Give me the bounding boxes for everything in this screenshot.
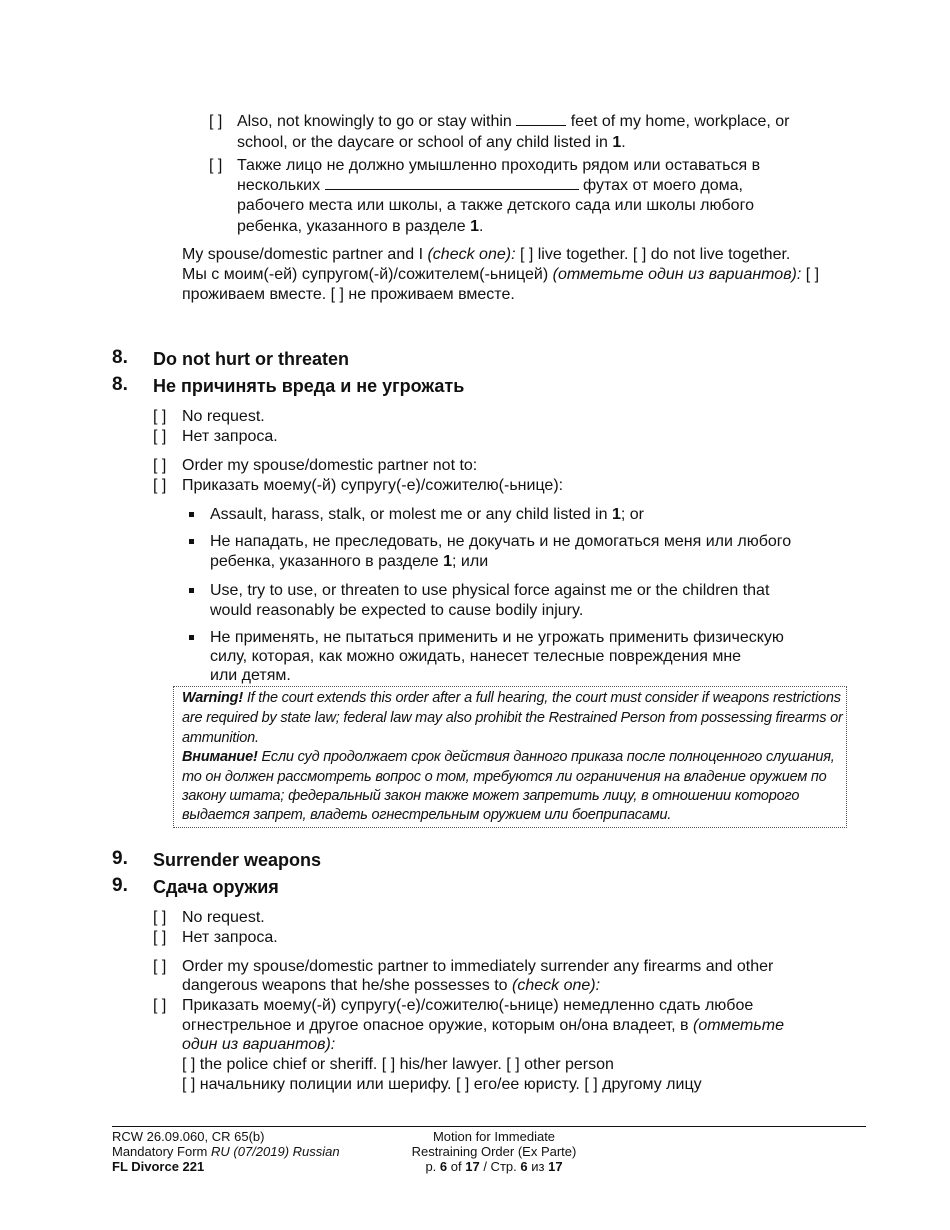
s8-b2-en-line1: Use, try to use, or threaten to use physical force against me or the children that (210, 582, 770, 599)
warning-ru-line1-text: Если суд продолжает срок действия данного приказа после полноценного слушания, (261, 749, 835, 765)
s8-no-request-en: No request. (182, 408, 265, 425)
warning-ru-line2: то он должен рассмотреть вопрос о том, требуются ли ограничения на владение оружием по (182, 769, 827, 785)
stay-away-ru-line3: рабочего места или школы, а также детского сада или школы любого (237, 197, 754, 214)
footer-page-number (374, 1159, 614, 1174)
stay-away-ru-end: . (479, 218, 484, 235)
s9-no-request-ru-checkbox[interactable]: [ ] (153, 929, 167, 946)
stay-away-ru-line2 (237, 176, 743, 196)
warning-ru-line3: закону штата; федеральный закон также может запретить лицу, в отношении которого (182, 788, 800, 804)
footer-title-line1: Motion for Immediate (432, 1129, 556, 1144)
s9-order-en-line2b: (check one): (512, 977, 601, 994)
stay-away-en-line1 (237, 112, 789, 132)
stay-away-ru-line4-text: ребенка, указанного в разделе (237, 218, 466, 235)
page-iz: из (531, 1159, 545, 1174)
living-en-options[interactable]: [ ] live together. [ ] do not live together. (519, 246, 791, 263)
stay-away-en-line1b: feet of my home, workplace, or (570, 113, 790, 130)
warning-ru-line1 (182, 748, 835, 768)
stay-away-en-end: . (621, 134, 626, 151)
page-total: 17 (465, 1159, 480, 1174)
section-8-title-ru: Не причинять вреда и не угрожать (153, 376, 465, 396)
bullet-4 (189, 635, 194, 640)
feet-blank-field[interactable] (516, 125, 566, 126)
s8-b1-ru-line1: Не нападать, не преследовать, не докучать и не домогаться меня или любого (210, 533, 792, 550)
footer-title-line2: Restraining Order (Ex Parte) (411, 1144, 577, 1159)
section-9-title-en: Surrender weapons (153, 850, 322, 870)
stay-away-en-checkbox[interactable]: [ ] (209, 113, 223, 130)
s8-order-checkbox[interactable]: [ ] (153, 457, 167, 474)
s9-order-ru-line2 (182, 1016, 784, 1036)
s9-no-request-ru: Нет запроса. (182, 929, 278, 946)
warning-en-label: Warning! (182, 690, 243, 706)
s9-order-checkbox[interactable]: [ ] (153, 958, 167, 975)
s9-order-ru-line2a: огнестрельное и другое опасное оружие, которым он/она владеет, в (182, 1017, 689, 1034)
section-9-number-ru: 9. (112, 875, 128, 896)
s9-order-ru-line3: один из вариантов): (182, 1036, 336, 1053)
s9-order-en-line2a: dangerous weapons that he/she possesses to (182, 977, 508, 994)
s8-no-request-ru-checkbox[interactable]: [ ] (153, 428, 167, 445)
page-p: p. (425, 1159, 437, 1174)
section-ref-ru: 1 (470, 218, 480, 235)
stay-away-ru-line2b: футах от моего дома, (582, 177, 743, 194)
s8-b2-ru-line1: Не применять, не пытаться применить и не угрожать применить физическую (210, 629, 784, 646)
warning-en-line3: ammunition. (182, 730, 259, 746)
stay-away-ru-checkbox[interactable]: [ ] (209, 157, 223, 174)
bullet-1 (189, 512, 194, 517)
stay-away-en-line2-text: school, or the daycare or school of any child listed in (237, 134, 608, 151)
s9-order-ru-line1: Приказать моему(-й) супругу(-е)/сожителю(-ьнице) немедленно сдать любое (182, 997, 754, 1014)
s9-no-request-en: No request. (182, 909, 265, 926)
s8-b2-ru-line2: силу, которая, как можно ожидать, нанесет телесные повреждения мне (210, 648, 742, 665)
s9-order-en-line2 (182, 976, 600, 996)
warning-ru-label: Внимание! (182, 749, 258, 765)
section-8-number: 8. (112, 347, 128, 368)
footer-left-line2a: Mandatory Form (112, 1144, 208, 1159)
living-ru-line1 (182, 265, 819, 285)
s8-b2-en-line2: would reasonably be expected to cause bodily injury. (210, 602, 584, 619)
s8-no-request-ru: Нет запроса. (182, 428, 278, 445)
s9-order-ru-checkbox[interactable]: [ ] (153, 997, 167, 1014)
warning-ru-line4: выдается запрет, владеть огнестрельным оружием или боеприпасами. (182, 807, 672, 823)
section-8-title-en: Do not hurt or threaten (153, 349, 349, 369)
s8-b2-ru-line3: или детям. (210, 667, 291, 684)
footer-left-line2b: RU (07/2019) Russian (211, 1144, 340, 1159)
page-of: of (450, 1159, 462, 1174)
page-num: 6 (439, 1159, 448, 1174)
page-num-ru: 6 (520, 1159, 528, 1174)
section-9-number: 9. (112, 848, 128, 869)
s8-order-ru: Приказать моему(-й) супругу(-е)/сожителю(-ьнице): (182, 477, 564, 494)
s9-order-en-line1: Order my spouse/domestic partner to immediately surrender any firearms and other (182, 958, 774, 975)
s8-b1-en-b: ; or (620, 506, 644, 523)
living-en-b: (check one): (427, 246, 516, 263)
living-ru-b: (отметьте один из вариантов): (552, 266, 802, 283)
page-sep: / Стр. (483, 1159, 517, 1174)
footer-left-line2 (112, 1144, 340, 1159)
s8-b1-en-ref: 1 (611, 506, 621, 523)
living-ru-checkbox[interactable]: [ ] (805, 266, 820, 283)
stay-away-ru-line1: Также лицо не должно умышленно проходить рядом или оставаться в (237, 157, 761, 174)
footer-left-line1: RCW 26.09.060, CR 65(b) (112, 1129, 265, 1144)
s8-b1-ru-line2b: ; или (452, 553, 489, 570)
living-ru-a: Мы с моим(-ей) супругом(-й)/сожителем(-ьницей) (182, 266, 549, 283)
stay-away-en-line2 (237, 133, 626, 153)
stay-away-en-line1a: Also, not knowingly to go or stay within (237, 113, 512, 130)
stay-away-ru-line4 (237, 217, 483, 237)
s8-b1-ru-line2a: ребенка, указанного в разделе (210, 553, 439, 570)
s9-order-ru-line2b: (отметьте (692, 1017, 785, 1034)
warning-en-line1 (182, 689, 841, 709)
living-ru-line2[interactable]: проживаем вместе. [ ] не проживаем вместе. (182, 286, 515, 303)
s8-order-ru-checkbox[interactable]: [ ] (153, 477, 167, 494)
stay-away-ru-line2a: нескольких (237, 177, 321, 194)
footer-rule (112, 1126, 866, 1127)
section-8-number-ru: 8. (112, 374, 128, 395)
living-en-line (182, 245, 790, 265)
bullet-3 (189, 588, 194, 593)
s8-b1-en (210, 505, 644, 525)
s8-b1-en-a: Assault, harass, stalk, or molest me or any child listed in (210, 506, 608, 523)
s9-options-en[interactable]: [ ] the police chief or sheriff. [ ] his/her lawyer. [ ] other person (182, 1056, 614, 1073)
bullet-2 (189, 539, 194, 544)
warning-en-line2: are required by state law; federal law may also prohibit the Restrained Person from possessing firearms or (182, 710, 843, 726)
s8-no-request-checkbox[interactable]: [ ] (153, 408, 167, 425)
warning-en-line1-text: If the court extends this order after a full hearing, the court must consider if weapons restrictions (246, 690, 841, 706)
section-9-title-ru: Сдача оружия (153, 877, 279, 897)
s9-options-ru[interactable]: [ ] начальнику полиции или шерифу. [ ] его/ее юристу. [ ] другому лицу (182, 1076, 702, 1093)
page-total-ru: 17 (548, 1159, 563, 1174)
s8-b1-ru-line2 (210, 552, 488, 572)
footer-form-id: FL Divorce 221 (112, 1159, 205, 1174)
section-ref: 1 (612, 134, 622, 151)
living-en-a: My spouse/domestic partner and I (182, 246, 424, 263)
feet-blank-field-ru[interactable] (325, 189, 579, 190)
s8-order-en: Order my spouse/domestic partner not to: (182, 457, 478, 474)
s8-b1-ru-ref: 1 (443, 553, 453, 570)
s9-no-request-checkbox[interactable]: [ ] (153, 909, 167, 926)
